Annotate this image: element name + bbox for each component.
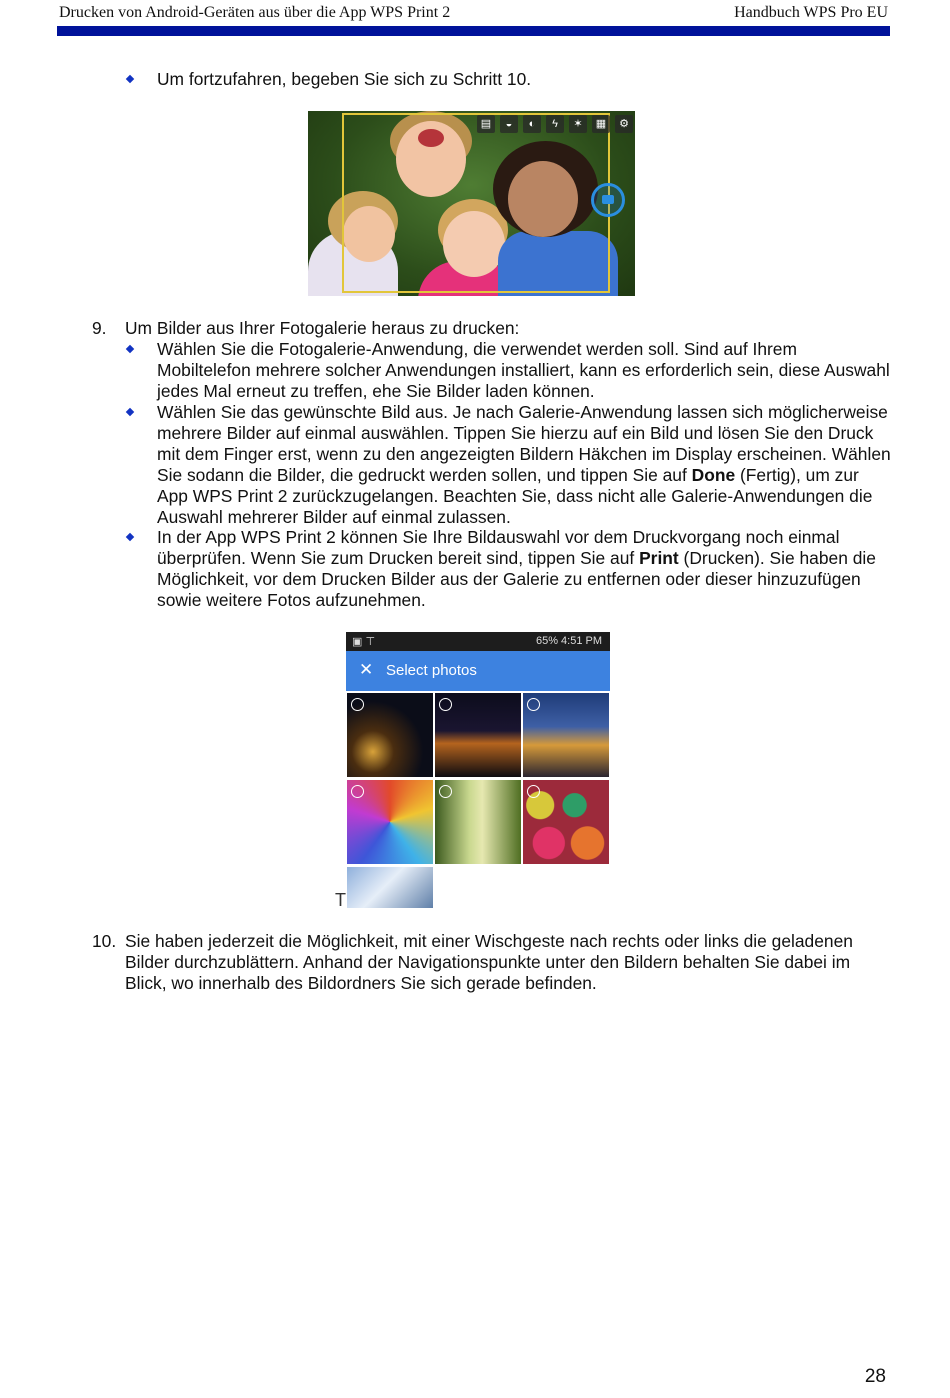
select-circle-icon[interactable] — [527, 698, 540, 711]
step9-heading: Um Bilder aus Ihrer Fotogalerie heraus zu drucken: — [125, 318, 520, 338]
step9-bullet2-text-a: Wählen Sie das gewünschte Bild aus. Je nach Galerie-Anwendung lassen sich möglicherweise mehrere Bilder auf einmal auswählen. Tippen Sie hierzu auf ein Bild und lösen Sie den Druck mit dem Finger erst, wenn zu den angezeigten Bildern Häkchen im Display erscheinen. Wählen Sie sodann die Bilder, die gedruckt werden sollen, und tippen Sie auf — [157, 402, 891, 485]
select-circle-icon[interactable] — [439, 698, 452, 711]
bullet-icon — [126, 533, 134, 541]
flash-icon[interactable]: ϟ — [546, 115, 564, 133]
bullet-icon — [126, 408, 134, 416]
header-title: Drucken von Android-Geräten aus über die App WPS Print 2 — [59, 4, 451, 21]
step9-bullet2-text-b: (Fertig), um zur App WPS Print 2 zurückzugelangen. Beachten Sie, dass nicht alle Galerie-Anwendungen die Auswahl mehrerer Bilder auf einmal zulassen. — [157, 464, 873, 527]
print-icon[interactable]: ▤ — [477, 115, 495, 133]
grid-icon[interactable]: ▦ — [592, 115, 610, 133]
bullet-icon — [126, 75, 134, 83]
brightness-icon[interactable]: ✶ — [569, 115, 587, 133]
step10-number: 10. — [92, 931, 117, 951]
select-circle-icon[interactable] — [439, 785, 452, 798]
header-rule — [57, 26, 890, 36]
select-circle-icon[interactable] — [527, 785, 540, 798]
select-circle-icon[interactable] — [351, 698, 364, 711]
step9-bullet3-text-a: In der App WPS Print 2 können Sie Ihre Bildauswahl vor dem Druckvorgang noch einmal überprüfen. Wenn Sie zum Drucken bereit sind, tippen Sie auf — [157, 527, 840, 568]
step9-bullet3-text-b: (Drucken). Sie haben die Möglichkeit, vor dem Drucken Bilder aus der Galerie zu entfernen oder dieser hinzuzufügen sowie weitere Fotos aufzunehmen. — [157, 547, 876, 610]
page-number: 28 — [864, 1366, 886, 1387]
gallery-screenshot — [346, 632, 610, 908]
gear-icon[interactable]: ⚙ — [615, 115, 633, 133]
filter-icon[interactable]: ◒ — [500, 115, 518, 133]
camera-toolbar — [477, 115, 633, 133]
status-bar — [346, 632, 610, 651]
photo-tile[interactable] — [347, 780, 433, 864]
focus-frame — [342, 113, 610, 293]
intro-bullet-text: Um fortzufahren, begeben Sie sich zu Schritt 10. — [157, 69, 532, 89]
photo-tile[interactable] — [435, 693, 521, 777]
photo-tile[interactable] — [347, 693, 433, 777]
done-label: Done — [691, 464, 736, 485]
photo-tile[interactable] — [435, 780, 521, 864]
notification-icons: ▣ ⊤ — [352, 636, 376, 648]
step9-bullet3 — [157, 527, 892, 611]
photo-tile[interactable] — [523, 780, 609, 864]
photo-tile[interactable] — [523, 693, 609, 777]
print-label: Print — [639, 547, 679, 568]
step9-number: 9. — [92, 318, 107, 338]
bullet-icon — [126, 345, 134, 353]
close-icon[interactable]: ✕ — [359, 660, 374, 679]
select-photos-title: Select photos — [386, 662, 477, 679]
step9-bullet2 — [157, 402, 892, 527]
status-time: 65% 4:51 PM — [535, 635, 602, 647]
app-bar — [346, 651, 610, 691]
camera-preview-image — [308, 111, 635, 296]
select-circle-icon[interactable] — [351, 785, 364, 798]
header-manual-name: Handbuch WPS Pro EU — [734, 4, 888, 21]
contrast-icon[interactable]: ◐ — [523, 115, 541, 133]
shutter-button[interactable] — [591, 183, 625, 217]
photo-tile[interactable] — [347, 867, 433, 908]
step9-bullet1: Wählen Sie die Fotogalerie-Anwendung, die verwendet werden soll. Sind auf Ihrem Mobiltelefon mehrere solcher Anwendungen installiert, kann es erforderlich sein, diese Auswahl jedes Mal erneut zu treffen, ehe Sie Bilder laden können. — [157, 339, 890, 401]
step10-text: Sie haben jederzeit die Möglichkeit, mit einer Wischgeste nach rechts oder links die geladenen Bilder durchzublättern. Anhand der Navigationspunkte unter den Bildern behalten Sie dabei im Blick, wo innerhalb des Bildordners Sie sich gerade befinden. — [125, 931, 853, 993]
stray-label: T — [335, 890, 346, 910]
